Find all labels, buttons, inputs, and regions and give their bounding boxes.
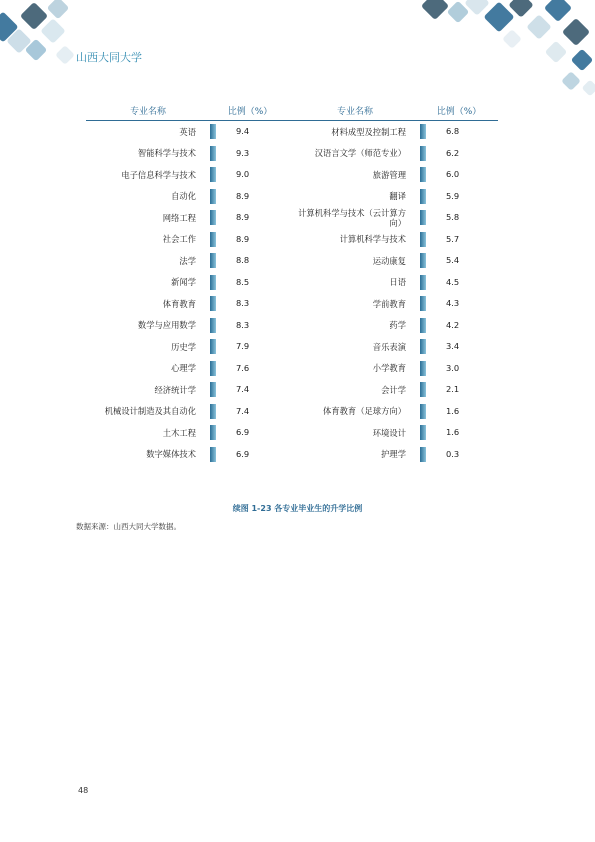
ratio-bar-marker — [420, 275, 426, 290]
major-name-right: 小学教育 — [372, 363, 406, 374]
ratio-value: 7.4 — [236, 405, 250, 416]
major-name-right: 运动康复 — [372, 255, 406, 266]
ratio-left — [210, 444, 290, 466]
ratio-value: 3.0 — [446, 362, 460, 373]
table-header-row — [86, 100, 498, 121]
ratio-bar-marker — [420, 339, 426, 354]
ratio-left — [210, 207, 290, 229]
ratio-right — [420, 293, 498, 315]
ratio-bar-marker — [210, 253, 216, 268]
ratio-bar-marker — [210, 189, 216, 204]
ratio-bar-marker — [420, 318, 426, 333]
ratio-bar-marker — [420, 425, 426, 440]
major-name-right: 护理学 — [381, 449, 406, 460]
major-name-right: 音乐表演 — [372, 341, 406, 352]
ratio-bar-marker — [420, 382, 426, 397]
major-name-right: 旅游管理 — [372, 169, 406, 180]
table-row — [86, 422, 498, 444]
ratio-left — [210, 272, 290, 294]
major-name-left: 数学与应用数学 — [137, 320, 196, 331]
major-name-left: 机械设计制造及其自动化 — [104, 406, 196, 417]
ratio-value: 1.6 — [446, 405, 460, 416]
ratio-bar-marker — [210, 318, 216, 333]
ratio-left — [210, 379, 290, 401]
ratio-value: 9.4 — [236, 126, 250, 137]
ratio-left — [210, 401, 290, 423]
major-name-right: 汉语言文学（师范专业） — [314, 148, 406, 159]
ratio-right — [420, 358, 498, 380]
major-name-right: 会计学 — [381, 384, 406, 395]
ratio-bar-marker — [210, 232, 216, 247]
ratio-value: 7.9 — [236, 341, 250, 352]
major-name-left: 自动化 — [171, 191, 196, 202]
ratio-bar-marker — [420, 124, 426, 139]
ratio-value: 6.9 — [236, 448, 250, 459]
ratio-value: 8.5 — [236, 276, 250, 287]
ratio-left — [210, 336, 290, 358]
ratio-left — [210, 250, 290, 272]
header-university-name: 山西大同大学 — [76, 51, 142, 64]
major-name-left: 智能科学与技术 — [137, 148, 196, 159]
data-source-note: 数据来源：山西大同大学数据。 — [76, 522, 181, 531]
table-row — [86, 272, 498, 294]
ratio-value: 6.0 — [446, 169, 460, 180]
table-row — [86, 229, 498, 251]
ratio-bar-marker — [420, 189, 426, 204]
ratio-right — [420, 250, 498, 272]
ratio-left — [210, 315, 290, 337]
ratio-left — [210, 186, 290, 208]
ratio-left — [210, 143, 290, 165]
ratio-value: 8.3 — [236, 319, 250, 330]
major-name-left: 心理学 — [171, 363, 196, 374]
ratio-value: 8.9 — [236, 233, 250, 244]
ratio-right — [420, 401, 498, 423]
table-row — [86, 143, 498, 165]
major-name-right: 学前教育 — [372, 298, 406, 309]
ratio-right — [420, 336, 498, 358]
ratio-left — [210, 293, 290, 315]
ratio-value: 1.6 — [446, 427, 460, 438]
ratio-value: 5.8 — [446, 212, 460, 223]
ratio-bar-marker — [420, 146, 426, 161]
ratio-value: 9.0 — [236, 169, 250, 180]
ratio-value: 5.9 — [446, 190, 460, 201]
ratio-value: 9.3 — [236, 147, 250, 158]
ratio-value: 0.3 — [446, 448, 460, 459]
major-name-right: 翻译 — [389, 191, 406, 202]
table-row — [86, 250, 498, 272]
major-name-right: 计算机科学与技术 — [339, 234, 406, 245]
ratio-left — [210, 164, 290, 186]
ratio-value: 4.5 — [446, 276, 460, 287]
table-row — [86, 444, 498, 466]
header-major-name-left: 专业名称 — [86, 100, 210, 121]
header-ratio-right: 比例（%） — [420, 100, 498, 121]
ratio-right — [420, 164, 498, 186]
major-name-right: 计算机科学与技术（云计算方向） — [298, 207, 406, 228]
major-name-left: 网络工程 — [162, 212, 196, 223]
ratio-bar-marker — [420, 167, 426, 182]
ratio-right — [420, 143, 498, 165]
major-name-right: 材料成型及控制工程 — [331, 126, 406, 137]
ratio-bar-marker — [210, 275, 216, 290]
ratio-bar-marker — [210, 146, 216, 161]
ratio-bar-marker — [210, 382, 216, 397]
ratio-left — [210, 358, 290, 380]
ratio-value: 3.4 — [446, 341, 460, 352]
ratio-right — [420, 379, 498, 401]
ratio-value: 6.2 — [446, 147, 460, 158]
figure-caption: 续图 1-23 各专业毕业生的升学比例 — [232, 504, 363, 513]
ratio-left — [210, 229, 290, 251]
major-name-right: 日语 — [389, 277, 406, 288]
ratio-value: 8.3 — [236, 298, 250, 309]
ratio-bar-marker — [420, 361, 426, 376]
ratio-right — [420, 315, 498, 337]
ratio-bar-marker — [210, 425, 216, 440]
ratio-bar-marker — [210, 361, 216, 376]
ratio-bar-marker — [210, 339, 216, 354]
table-row — [86, 379, 498, 401]
ratio-right — [420, 422, 498, 444]
major-name-left: 历史学 — [171, 341, 196, 352]
ratio-value: 6.8 — [446, 126, 460, 137]
major-ratio-table — [86, 100, 498, 465]
table-row — [86, 358, 498, 380]
major-name-right: 药学 — [389, 320, 406, 331]
ratio-value: 8.9 — [236, 190, 250, 201]
ratio-right — [420, 121, 498, 143]
ratio-bar-marker — [420, 232, 426, 247]
ratio-value: 4.2 — [446, 319, 460, 330]
ratio-bar-marker — [420, 404, 426, 419]
table-row — [86, 293, 498, 315]
major-name-left: 新闻学 — [171, 277, 196, 288]
ratio-value: 4.3 — [446, 298, 460, 309]
ratio-right — [420, 272, 498, 294]
ratio-right — [420, 186, 498, 208]
major-name-left: 社会工作 — [162, 234, 196, 245]
ratio-right — [420, 444, 498, 466]
ratio-left — [210, 422, 290, 444]
header-major-name-right: 专业名称 — [290, 100, 420, 121]
header-ratio-left: 比例（%） — [210, 100, 290, 121]
major-name-right: 体育教育（足球方向） — [323, 406, 406, 417]
ratio-value: 5.7 — [446, 233, 460, 244]
major-name-right: 环境设计 — [372, 427, 406, 438]
ratio-bar-marker — [420, 447, 426, 462]
major-name-left: 经济统计学 — [154, 384, 196, 395]
table-row — [86, 164, 498, 186]
page-number: 48 — [78, 786, 89, 795]
ratio-bar-marker — [210, 210, 216, 225]
table-row — [86, 186, 498, 208]
ratio-bar-marker — [210, 404, 216, 419]
table-row — [86, 315, 498, 337]
table-row — [86, 207, 498, 229]
table-row — [86, 336, 498, 358]
table-row — [86, 121, 498, 143]
ratio-left — [210, 121, 290, 143]
major-name-left: 数字媒体技术 — [146, 449, 196, 460]
ratio-value: 7.4 — [236, 384, 250, 395]
major-name-left: 土木工程 — [162, 427, 196, 438]
ratio-bar-marker — [210, 447, 216, 462]
ratio-bar-marker — [420, 210, 426, 225]
ratio-value: 6.9 — [236, 427, 250, 438]
ratio-bar-marker — [210, 124, 216, 139]
major-name-left: 法学 — [179, 255, 196, 266]
major-name-left: 体育教育 — [162, 298, 196, 309]
ratio-value: 5.4 — [446, 255, 460, 266]
ratio-value: 2.1 — [446, 384, 460, 395]
ratio-value: 8.9 — [236, 212, 250, 223]
ratio-value: 7.6 — [236, 362, 250, 373]
ratio-value: 8.8 — [236, 255, 250, 266]
major-name-left: 英语 — [179, 126, 196, 137]
ratio-bar-marker — [210, 296, 216, 311]
ratio-right — [420, 207, 498, 229]
table-row — [86, 401, 498, 423]
ratio-bar-marker — [420, 253, 426, 268]
major-name-left: 电子信息科学与技术 — [121, 169, 196, 180]
ratio-right — [420, 229, 498, 251]
ratio-bar-marker — [420, 296, 426, 311]
ratio-bar-marker — [210, 167, 216, 182]
